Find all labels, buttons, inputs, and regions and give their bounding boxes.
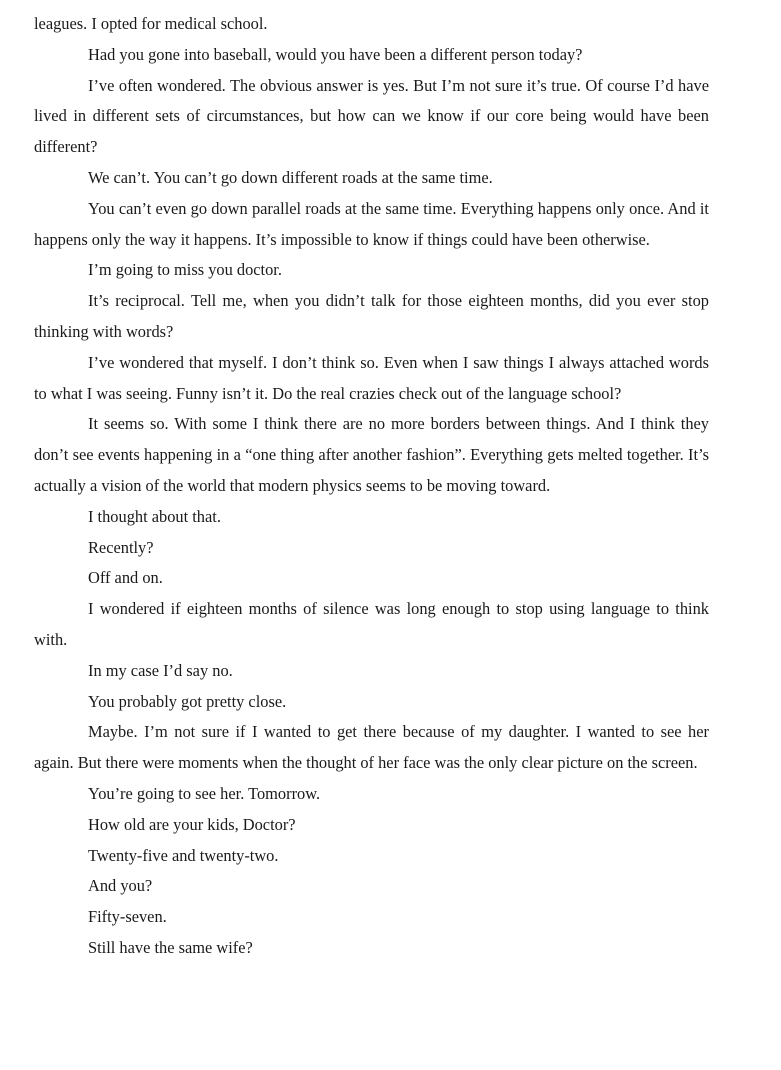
paragraph-5: You can’t even go down parallel roads at the same time. Everything happens only once. And it happens only the way it happens. It’s impossible to know if things could have been otherwise. bbox=[34, 198, 709, 249]
paragraph-19: Twenty-five and twenty-two. bbox=[88, 845, 279, 865]
paragraph-22: Still have the same wife? bbox=[88, 937, 253, 957]
paragraph-17: You’re going to see her. Tomorrow. bbox=[88, 783, 321, 803]
paragraph-20: And you? bbox=[88, 876, 153, 896]
paragraph-13: I wondered if eighteen months of silence was long enough to stop using language to think with. bbox=[34, 599, 709, 649]
paragraph-6: I’m going to miss you doctor. bbox=[88, 260, 282, 280]
paragraph-1: leagues. I opted for medical school. bbox=[34, 14, 268, 33]
paragraph-16: Maybe. I’m not sure if I wanted to get there because of my daughter. I wanted to see her again. But there were moments when the thought of her face was the only clear picture on the screen. bbox=[34, 722, 709, 773]
paragraph-2: Had you gone into baseball, would you have been a different person today? bbox=[88, 44, 583, 64]
paragraph-10: I thought about that. bbox=[88, 506, 221, 526]
paragraph-8: I’ve wondered that myself. I don’t think so. Even when I saw things I always attached words to what I was seeing. Funny isn’t it. Do the real crazies check out of the language school? bbox=[34, 352, 709, 403]
paragraph-18: How old are your kids, Doctor? bbox=[88, 814, 296, 834]
paragraph-11: Recently? bbox=[88, 537, 154, 557]
paragraph-14: In my case I’d say no. bbox=[88, 660, 233, 680]
paragraph-3: I’ve often wondered. The obvious answer is yes. But I’m not sure it’s true. Of course I’d have lived in different sets of circumstances, but how can we know if our core being would have been different? bbox=[34, 75, 709, 157]
paragraph-4: We can’t. You can’t go down different roads at the same time. bbox=[88, 167, 493, 187]
paragraph-7: It’s reciprocal. Tell me, when you didn’t talk for those eighteen months, did you ever stop thinking with words? bbox=[34, 291, 709, 341]
paragraph-9: It seems so. With some I think there are no more borders between things. And I think they don’t see events happening in a “one thing after another fashion”. Everything gets melted together. It’s actually a vision of the world that modern physics seems to be moving toward. bbox=[34, 414, 709, 495]
paragraph-21: Fifty-seven. bbox=[88, 907, 167, 927]
paragraph-15: You probably got pretty close. bbox=[88, 691, 287, 711]
paragraph-12: Off and on. bbox=[88, 568, 163, 588]
